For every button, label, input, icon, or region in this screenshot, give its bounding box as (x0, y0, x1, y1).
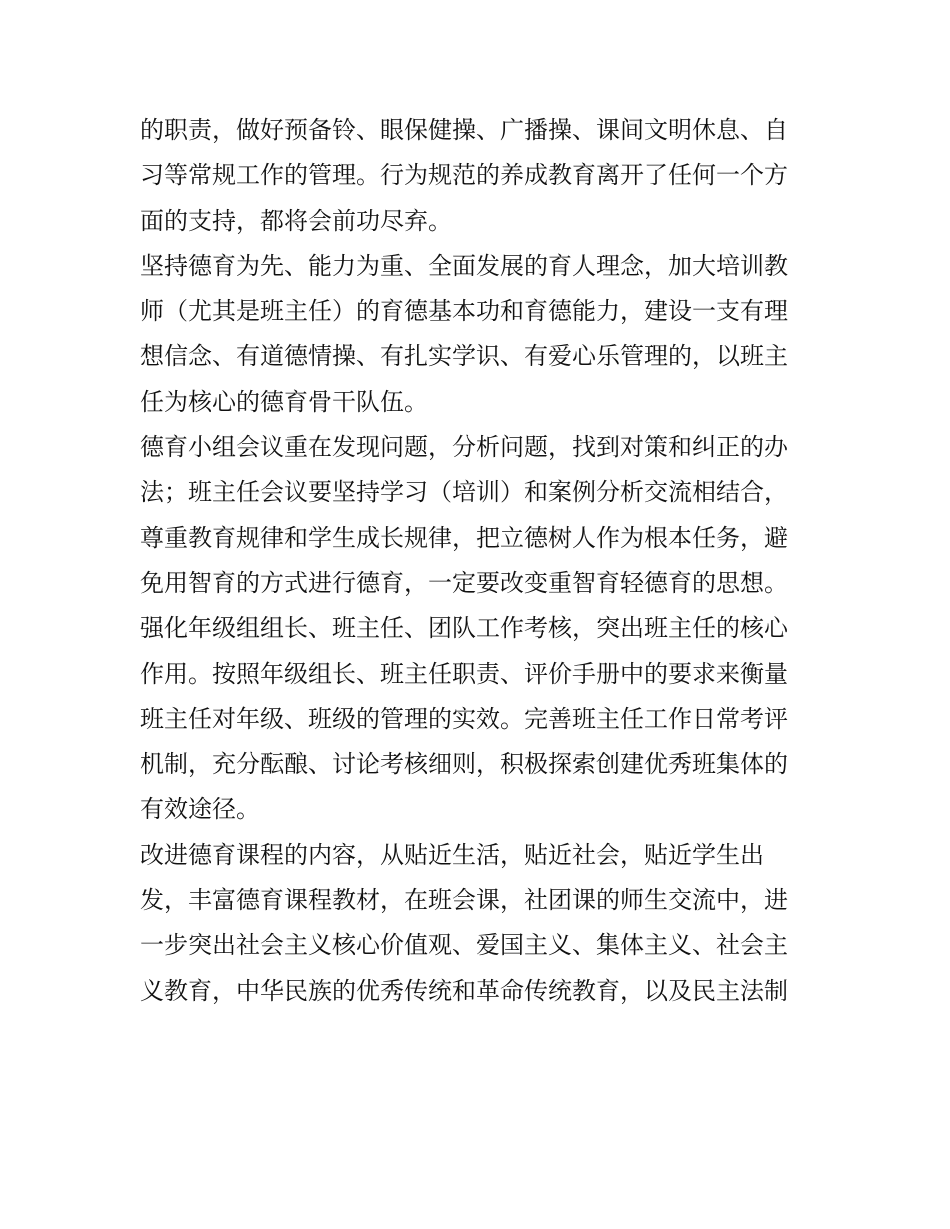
text-line: 法；班主任会议要坚持学习（培训）和案例分析交流相结合， (140, 478, 788, 507)
text-line: 坚持德育为先、能力为重、全面发展的育人理念，加大培训教 (140, 251, 788, 280)
text-line: 想信念、有道德情操、有扎实学识、有爱心乐管理的，以班主 (140, 342, 788, 371)
text-line: 一步突出社会主义核心价值观、爱国主义、集体主义、社会主 (140, 931, 788, 960)
text-line: 班主任对年级、班级的管理的实效。完善班主任工作日常考评 (140, 704, 788, 733)
text-line: 机制，充分酝酿、讨论考核细则，积极探索创建优秀班集体的 (140, 750, 788, 779)
text-line: 的职责，做好预备铃、眼保健操、广播操、课间文明休息、自 (140, 116, 788, 144)
text-line: 强化年级组组长、班主任、团队工作考核，突出班主任的核心 (140, 614, 788, 643)
text-line: 师（尤其是班主任）的育德基本功和育德能力，建设一支有理 (140, 297, 788, 326)
text-line: 作用。按照年级组长、班主任职责、评价手册中的要求来衡量 (140, 659, 788, 688)
text-line: 发，丰富德育课程教材，在班会课，社团课的师生交流中，进 (140, 886, 788, 915)
text-line: 习等常规工作的管理。行为规范的养成教育离开了任何一个方 (140, 161, 788, 190)
text-line: 义教育，中华民族的优秀传统和革命传统教育，以及民主法制 (140, 976, 788, 1005)
text-line: 免用智育的方式进行德育，一定要改变重智育轻德育的思想。 (140, 568, 788, 597)
text-line: 尊重教育规律和学生成长规律，把立德树人作为根本任务，避 (140, 523, 788, 552)
text-line: 德育小组会议重在发现问题，分析问题，找到对策和纠正的办 (140, 433, 788, 462)
body-text (140, 108, 810, 1014)
text-line: 改进德育课程的内容，从贴近生活，贴近社会，贴近学生出 (140, 840, 764, 869)
text-line: 面的支持，都将会前功尽弃。 (140, 206, 452, 235)
text-line: 有效途径。 (140, 795, 260, 824)
text-line: 任为核心的德育骨干队伍。 (140, 387, 428, 416)
